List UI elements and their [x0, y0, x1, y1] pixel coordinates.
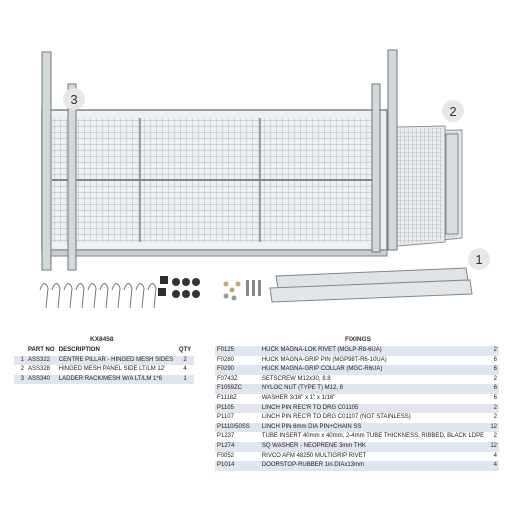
table-row — [215, 442, 499, 452]
part-no: ASS328 — [28, 366, 51, 373]
fixing-code: P1274 — [217, 442, 235, 449]
fixing-qty: 6 — [493, 385, 497, 392]
fixing-code: F0125 — [217, 347, 235, 353]
fixing-qty: 12 — [490, 442, 497, 449]
table-row — [215, 413, 499, 423]
table-row — [215, 394, 499, 404]
table-row — [215, 365, 499, 375]
table-row — [215, 452, 499, 462]
fixing-description: LINCH PIN 6mm DIA PIN+CHAIN SS — [261, 423, 362, 430]
fixing-code: P1105 — [217, 404, 234, 411]
fixing-description: LINCH PIN REC'R TO DRG C01105 — [261, 404, 359, 411]
part-no: ASS340 — [28, 375, 51, 382]
fixings-table-title: FIXINGS — [345, 336, 372, 343]
ladder-rack-rails — [270, 268, 472, 302]
fixings-hardware — [158, 276, 261, 301]
fixing-code: P1110/50SS — [217, 423, 250, 430]
header-qty: QTY — [178, 347, 192, 353]
part-description: HINGED MESH PANEL SIDE LT/LM 12' — [58, 366, 166, 373]
table-row — [215, 384, 499, 394]
fixing-description: HUCK MAGNA-GRIP COLLAR (MGC-R6UA) — [261, 366, 383, 373]
fixing-code: F0280 — [217, 356, 235, 363]
table-row — [215, 404, 499, 414]
fixing-code: P1237 — [217, 433, 235, 440]
table-row — [14, 356, 194, 366]
callout-3: 3 — [63, 88, 85, 110]
fixing-code: F0052 — [217, 452, 235, 459]
table-row — [215, 356, 499, 366]
fixing-qty: 2 — [493, 433, 497, 440]
table-row — [215, 461, 499, 471]
table-row — [14, 375, 194, 385]
row-number: 3 — [20, 375, 24, 382]
fixing-description: SETSCREW M12x30, 8.8 — [261, 375, 331, 382]
fixing-qty: 2 — [493, 347, 497, 353]
fixings-table — [215, 346, 499, 471]
header-description: DESCRIPTION — [58, 347, 100, 353]
part-description: LADDER RACK/MESH W/A LT/LM 1*6 — [58, 375, 163, 382]
table-row — [215, 375, 499, 385]
fixing-qty: 12 — [490, 423, 497, 430]
fixing-qty: 4 — [493, 462, 497, 469]
table-row — [215, 346, 499, 356]
fixing-description: HUCK MAGNA-GRIP PIN (MGP98T-R6-10UA) — [261, 356, 387, 363]
fixing-code: P1014 — [217, 462, 235, 469]
part-no: ASS322 — [28, 356, 51, 363]
parts-table — [14, 346, 194, 384]
fixing-code: F1118Z — [217, 394, 237, 401]
part-qty: 2 — [183, 356, 187, 363]
table-row — [215, 432, 499, 442]
part-qty: 1 — [183, 375, 187, 382]
fixing-description: HUCK MAGNA-LOK RIVET (MGLP-R8-6UA) — [261, 347, 382, 353]
linch-pins — [40, 283, 156, 308]
fixing-qty: 2 — [493, 375, 497, 382]
part-description: CENTRE PILLAR - HINGED MESH SIDES — [58, 356, 174, 363]
fixing-description: TUBE INSERT 40mm x 40mm, 2-4mm TUBE THICKNESS, RIBBED, BLACK LDPE — [261, 433, 485, 440]
fixing-description: WASHER 3/16" x 1" x 1/16" — [261, 394, 336, 401]
fixing-qty: 6 — [493, 356, 497, 363]
fixing-description: DOORSTOP-RUBBER 1in.DIAx13mm — [261, 462, 365, 469]
fixing-description: SQ WASHER - NEOPRENE 3mm THK — [261, 442, 366, 449]
fixing-code: F0743Z — [217, 375, 238, 382]
fixing-qty: 6 — [493, 394, 497, 401]
fixing-qty: 2 — [493, 414, 497, 421]
part-qty: 4 — [183, 366, 187, 373]
ladder-rack-mesh — [42, 110, 387, 256]
parts-table-title: KX8458 — [90, 336, 114, 343]
fixing-qty: 2 — [493, 404, 497, 411]
row-number: 2 — [20, 366, 24, 373]
callout-1: 1 — [468, 248, 490, 270]
row-number: 1 — [20, 356, 24, 363]
fixing-code: P1107 — [217, 414, 234, 421]
fixing-code: F1059ZC — [217, 385, 243, 392]
fixing-code: F0290 — [217, 366, 235, 373]
fixing-description: RIVCO AFM 48250 MULTIGRIP RIVET — [261, 452, 367, 459]
fixing-description: NYLOC NUT (TYPE T) M12, 8 — [261, 385, 343, 392]
fixing-qty: 4 — [493, 452, 497, 459]
fixing-description: LINCH PIN REC'R TO DRG C01107 (NOT STAINLESS) — [261, 414, 411, 421]
header-part-no: PART NO — [28, 347, 55, 353]
table-row — [215, 423, 499, 433]
table-row — [14, 365, 194, 375]
fixing-qty: 6 — [493, 366, 497, 373]
parts-table-header — [14, 346, 194, 356]
callout-2: 2 — [442, 100, 464, 122]
